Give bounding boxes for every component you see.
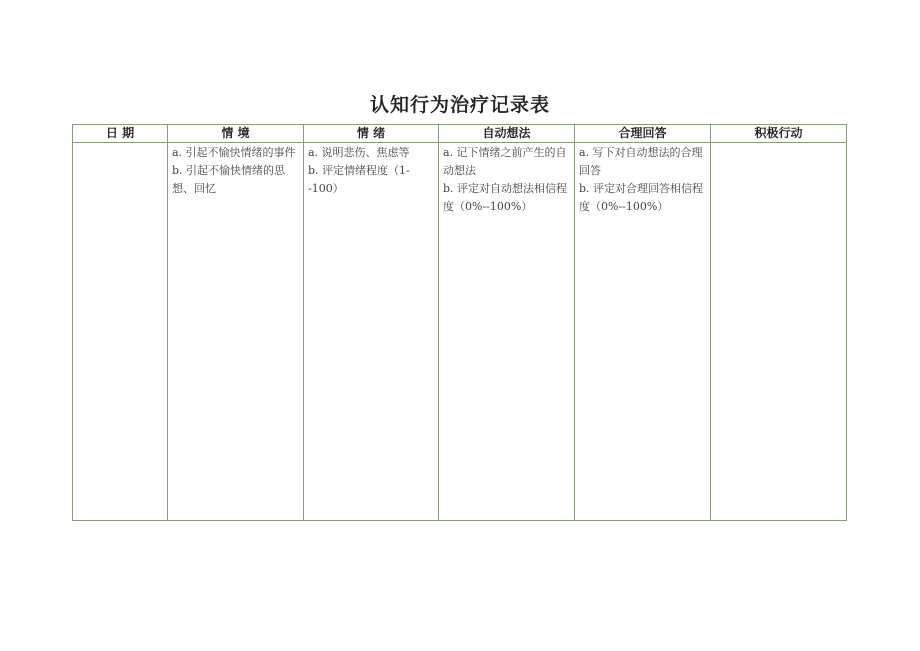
- instruction-b: b. 引起不愉快情绪的思想、回忆: [172, 164, 286, 195]
- instruction-a: a. 引起不愉快情绪的事件: [172, 146, 296, 159]
- instruction-b: b. 评定对合理回答相信程度（0%--100%）: [579, 182, 704, 213]
- column-header-automatic-thought: 自动想法: [439, 125, 575, 143]
- page-title: 认知行为治疗记录表: [369, 94, 550, 116]
- cell-emotion[interactable]: [304, 143, 439, 521]
- column-header-situation: 情 境: [168, 125, 304, 143]
- record-table: [72, 124, 847, 521]
- instruction-a: a. 说明悲伤、焦虑等: [308, 146, 410, 159]
- cell-date[interactable]: [73, 143, 168, 521]
- cell-positive-action[interactable]: [711, 143, 847, 521]
- instruction-a: a. 记下情绪之前产生的自动想法: [443, 146, 567, 177]
- instruction-b: b. 评定对自动想法相信程度（0%--100%）: [443, 182, 568, 213]
- table-row: [73, 143, 847, 521]
- cell-situation[interactable]: [168, 143, 304, 521]
- column-header-rational-response: 合理回答: [575, 125, 711, 143]
- cell-automatic-thought[interactable]: [439, 143, 575, 521]
- cell-rational-response[interactable]: [575, 143, 711, 521]
- column-header-date: 日 期: [73, 125, 168, 143]
- column-header-emotion: 情 绪: [304, 125, 439, 143]
- instruction-b: b. 评定情绪程度（1--100）: [308, 164, 410, 195]
- instruction-a: a. 写下对自动想法的合理回答: [579, 146, 703, 177]
- column-header-positive-action: 积极行动: [711, 125, 847, 143]
- header-row: [73, 125, 847, 143]
